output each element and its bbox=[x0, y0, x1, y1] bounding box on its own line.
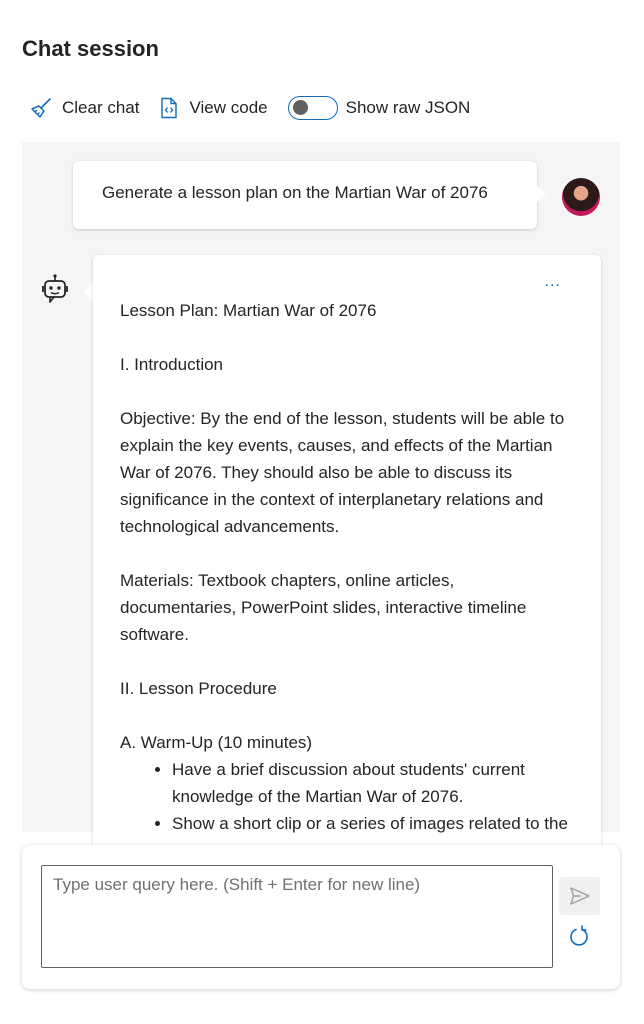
refresh-icon[interactable] bbox=[567, 925, 591, 949]
user-message-tail bbox=[536, 185, 546, 203]
section-introduction: I. Introduction bbox=[120, 355, 224, 374]
clear-chat-button[interactable] bbox=[30, 97, 139, 119]
show-raw-json-toggle[interactable] bbox=[288, 96, 471, 120]
objective-text: Objective: By the end of the lesson, students will be able to explain the key events, causes, and effects of the Martian War of 2076. They should also be able to discuss its significance in the context of interplanetary relations and technological advancements. bbox=[120, 409, 565, 536]
view-code-label: View code bbox=[189, 98, 268, 117]
section-procedure: II. Lesson Procedure bbox=[120, 679, 277, 698]
show-raw-json-label: Show raw JSON bbox=[345, 98, 471, 117]
toggle-knob bbox=[293, 100, 308, 115]
bot-icon bbox=[40, 273, 70, 305]
chat-input-panel bbox=[22, 845, 620, 989]
toggle-switch[interactable] bbox=[288, 96, 338, 120]
lesson-title: Lesson Plan: Martian War of 2076 bbox=[120, 301, 377, 320]
query-input[interactable] bbox=[41, 865, 553, 968]
view-code-button[interactable] bbox=[159, 97, 267, 119]
more-options-button[interactable]: ... bbox=[544, 273, 561, 290]
page-title: Chat session bbox=[22, 36, 159, 61]
send-button[interactable] bbox=[559, 877, 600, 915]
list-item: • Have a brief discussion about students' current knowledge of the Martian War of 2076. bbox=[172, 756, 575, 810]
chat-transcript[interactable] bbox=[22, 142, 620, 832]
user-message bbox=[73, 161, 537, 229]
user-message-text: Generate a lesson plan on the Martian War of 2076 bbox=[102, 183, 488, 202]
assistant-message bbox=[93, 255, 601, 875]
list-item: • Show a short clip or a series of images related to the bbox=[172, 810, 575, 864]
assistant-message-body bbox=[120, 297, 575, 864]
warmup-heading: A. Warm-Up (10 minutes) bbox=[120, 733, 313, 752]
broom-icon bbox=[30, 97, 52, 119]
materials-text: Materials: Textbook chapters, online articles, documentaries, PowerPoint slides, interactive timeline software. bbox=[120, 571, 527, 644]
clear-chat-label: Clear chat bbox=[62, 98, 140, 117]
avatar bbox=[562, 178, 600, 216]
send-icon bbox=[569, 886, 591, 906]
code-icon bbox=[159, 97, 179, 119]
toolbar bbox=[30, 92, 470, 124]
